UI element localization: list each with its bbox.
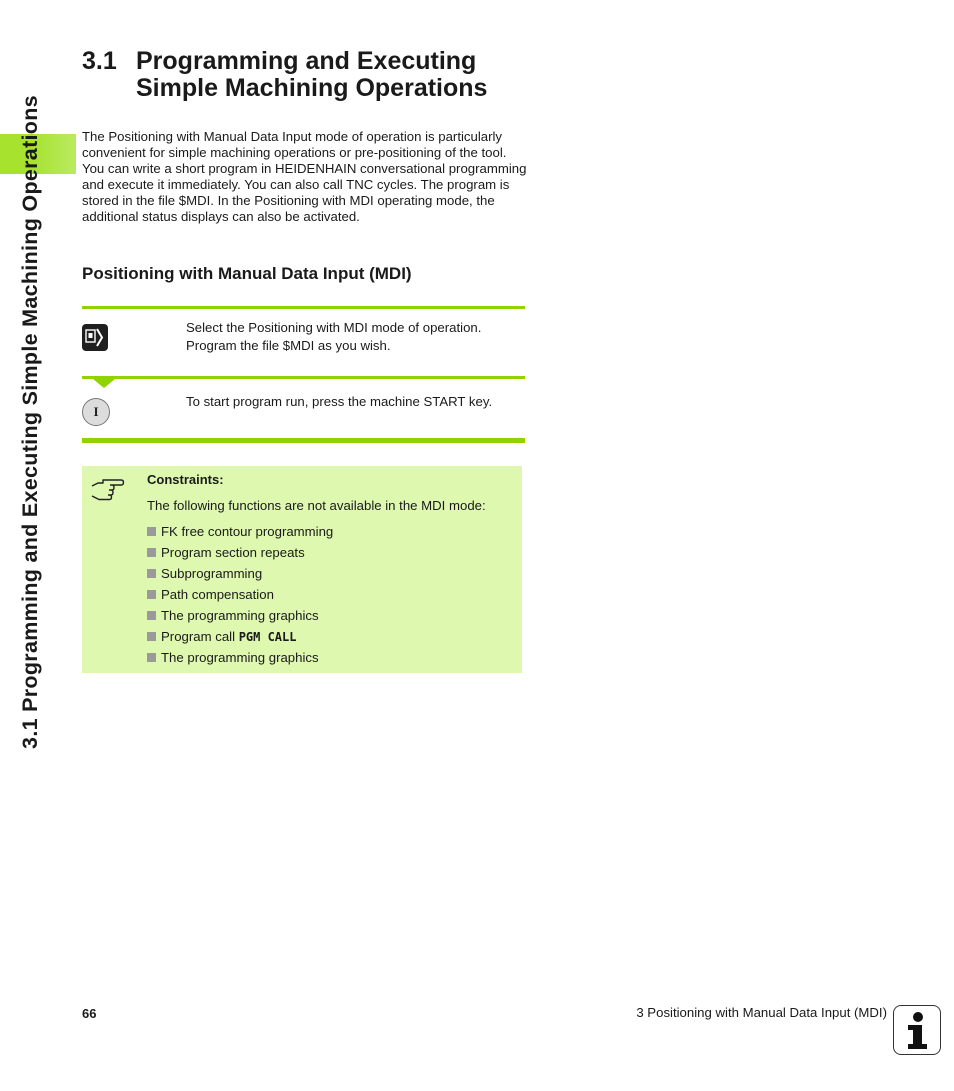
vertical-running-title: 3.1 Programming and Executing Simple Machining Operations — [18, 95, 42, 749]
list-item: Subprogramming — [147, 566, 333, 587]
subsection-heading: Positioning with Manual Data Input (MDI) — [82, 264, 412, 283]
step-divider-middle — [82, 376, 525, 379]
step-1-line-1: Select the Positioning with MDI mode of operation. — [186, 320, 482, 335]
constraints-lead: The following functions are not available in the MDI mode: — [147, 498, 486, 513]
constraints-note — [82, 466, 522, 673]
bullet-square-icon — [147, 569, 156, 578]
intro-paragraph: The Positioning with Manual Data Input mode of operation is particularly convenient for simple machining operations or pre-positioning of the tool. You can write a short program in HEIDENHAIN conversational programming and execute it immediately. You can also call TNC cycles. The program is stored in the file $MDI. In the Positioning with MDI operating mode, the additional status displays can also be activated. — [82, 129, 527, 224]
step-divider-bottom — [82, 438, 525, 443]
step-divider-top — [82, 306, 525, 309]
bullet-square-icon — [147, 611, 156, 620]
step-1-text — [186, 319, 531, 355]
bullet-square-icon — [147, 590, 156, 599]
page-number: 66 — [82, 1006, 97, 1021]
bullet-square-icon — [147, 527, 156, 536]
pointing-hand-icon — [90, 474, 126, 504]
start-key-icon: I — [82, 398, 110, 426]
constraints-heading: Constraints: — [147, 472, 224, 487]
list-item: FK free contour programming — [147, 524, 333, 545]
bullet-square-icon — [147, 653, 156, 662]
constraints-list — [147, 524, 333, 671]
mdi-mode-key-icon — [82, 324, 108, 351]
bullet-square-icon — [147, 632, 156, 641]
list-item: Program call PGM CALL — [147, 629, 333, 650]
list-item: Path compensation — [147, 587, 333, 608]
list-item: The programming graphics — [147, 650, 333, 671]
pgm-call-code: PGM CALL — [238, 630, 297, 644]
info-icon — [893, 1005, 941, 1055]
section-number: 3.1 — [82, 47, 117, 75]
next-step-arrow-icon — [93, 379, 115, 388]
bullet-square-icon — [147, 548, 156, 557]
footer-chapter-title: 3 Positioning with Manual Data Input (MDI) — [636, 1005, 887, 1020]
list-item: The programming graphics — [147, 608, 333, 629]
step-2-text: To start program run, press the machine START key. — [186, 394, 493, 409]
section-title-text: Programming and Executing Simple Machining Operations — [136, 47, 488, 102]
step-1-line-2: Program the file $MDI as you wish. — [186, 338, 391, 353]
list-item: Program section repeats — [147, 545, 333, 566]
